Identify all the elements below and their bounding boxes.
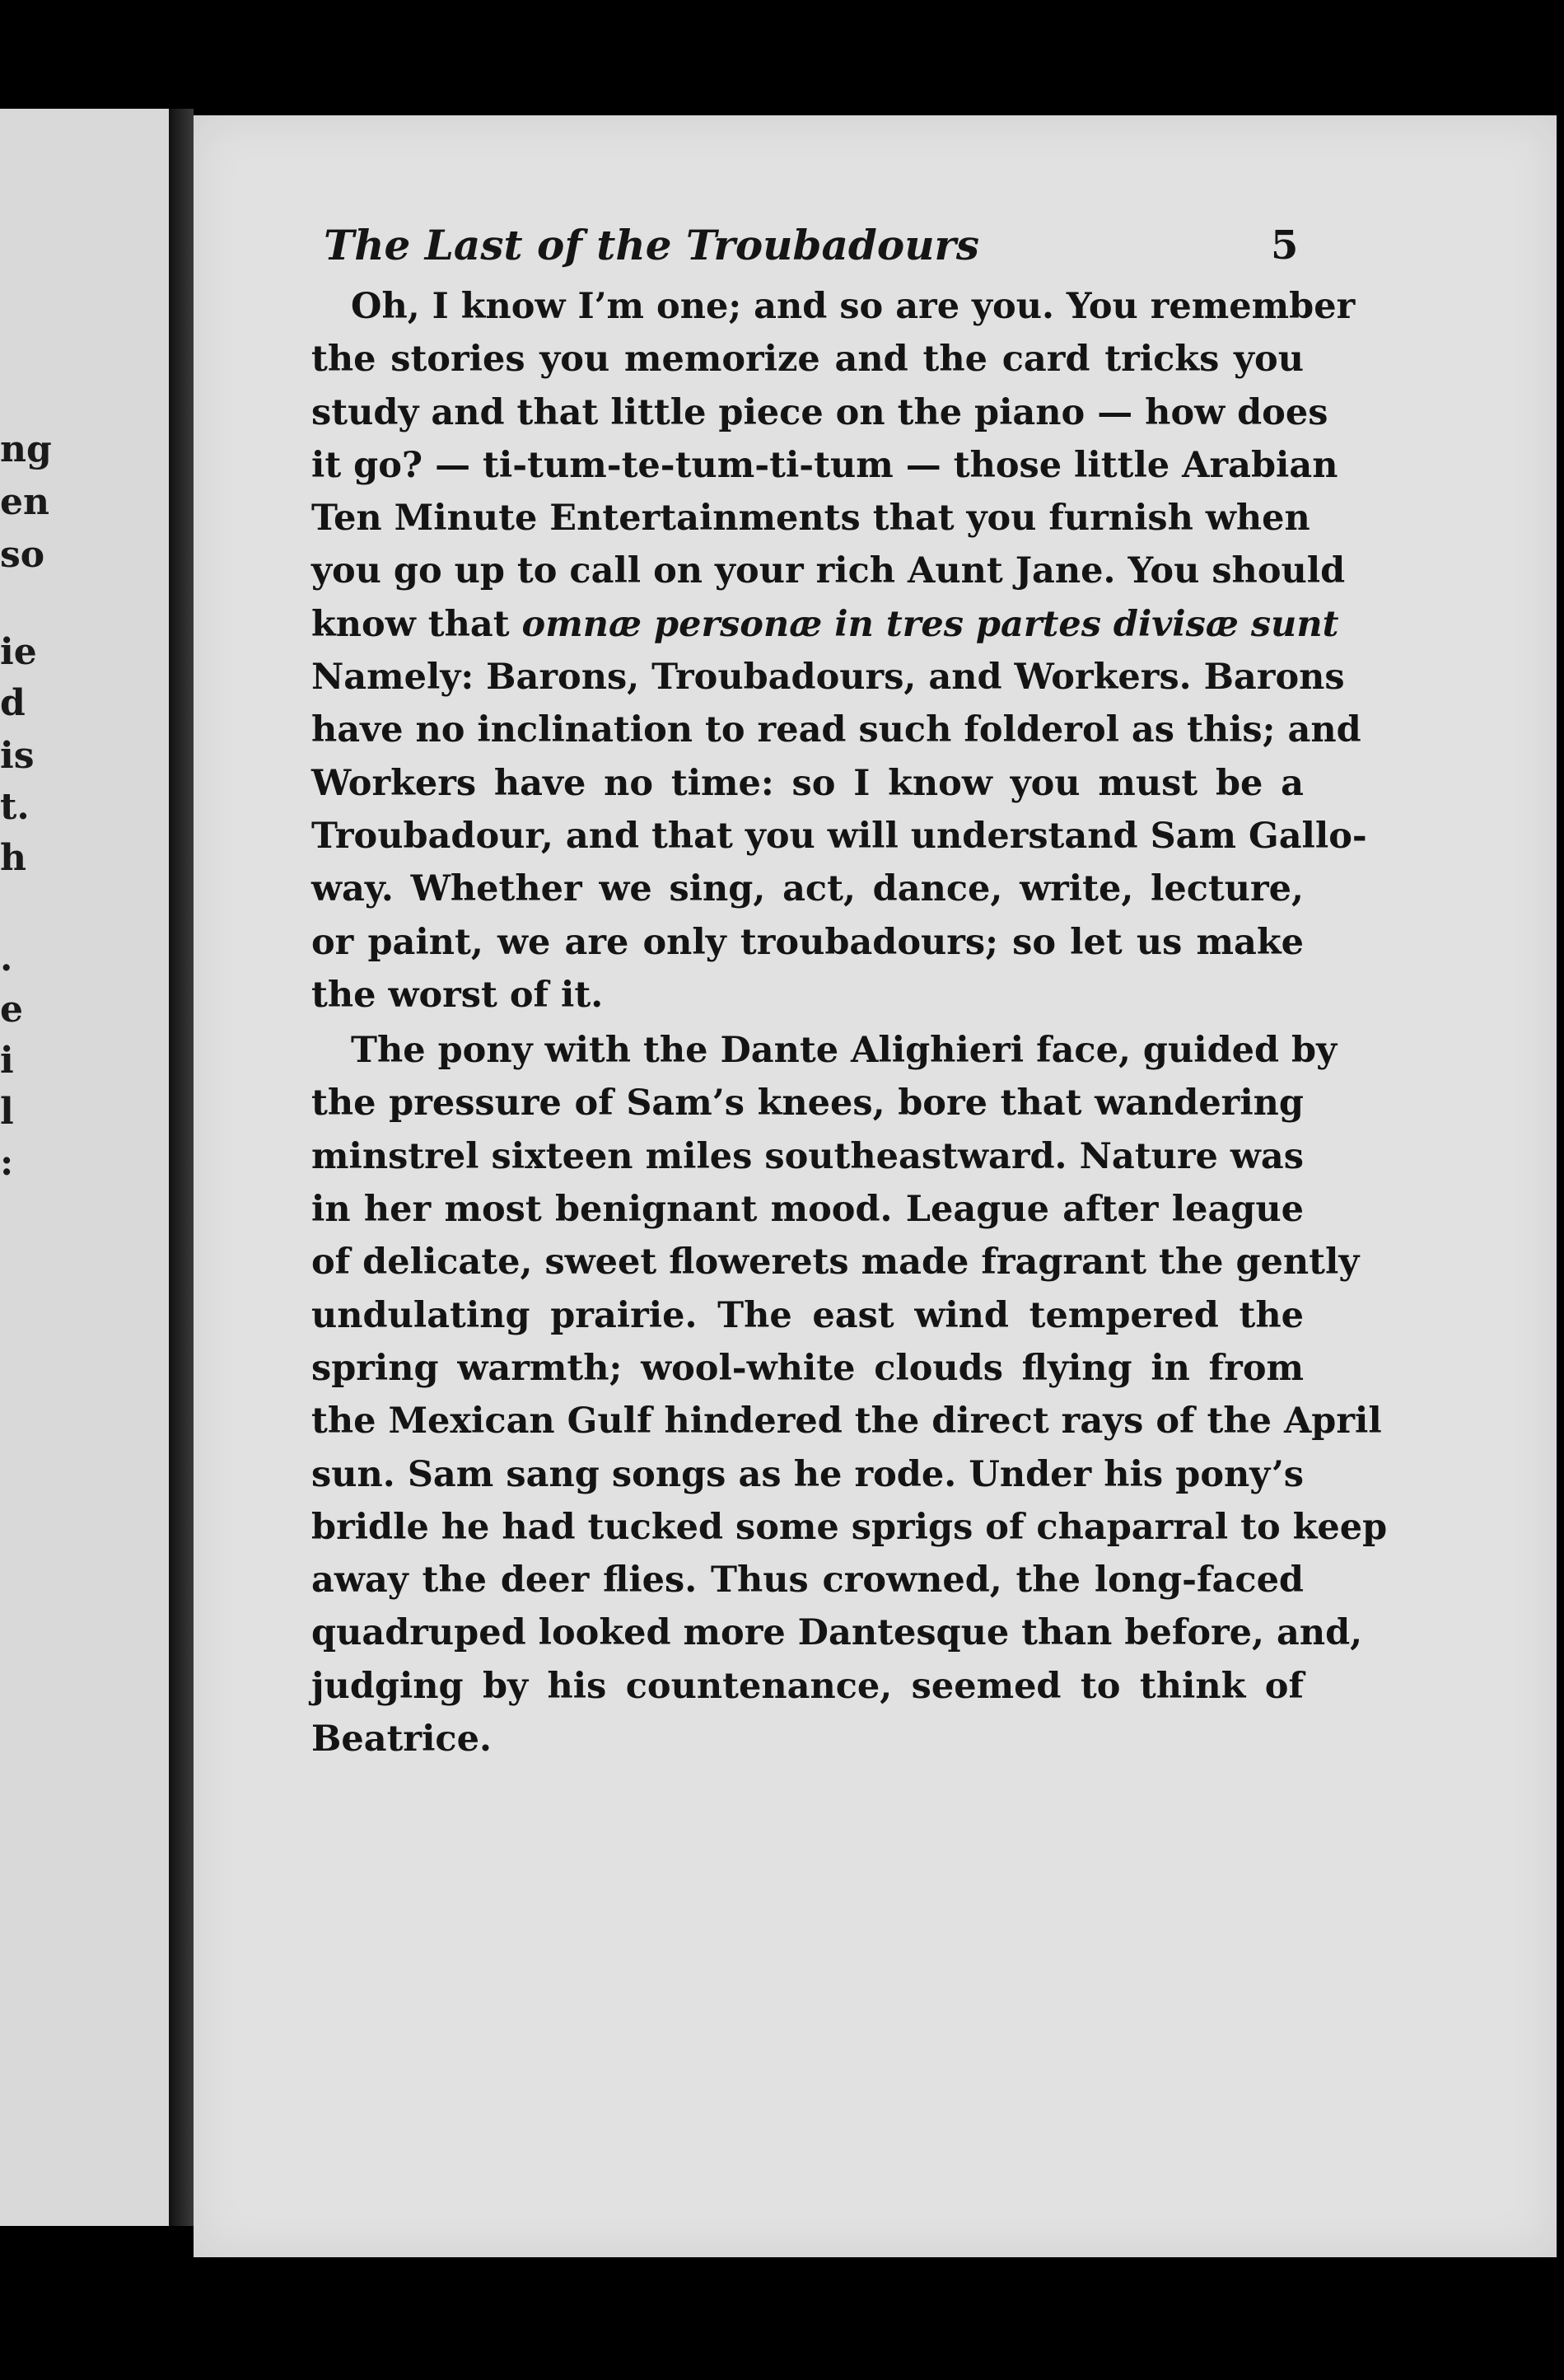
previous-page-fragment: h — [0, 837, 26, 879]
previous-page-fragment: d — [0, 682, 26, 724]
text-line: away the deer flies. Thus crowned, the long-faced — [311, 1559, 1304, 1601]
previous-page-fragment: ng — [0, 428, 52, 470]
previous-page-fragment: ie — [0, 631, 37, 673]
text-line: the Mexican Gulf hindered the direct rays of the April — [311, 1400, 1382, 1442]
running-title: The Last of the Troubadours — [324, 221, 980, 269]
text-line: Troubadour, and that you will understand Sam Gallo- — [311, 815, 1367, 857]
text-line: of delicate, sweet flowerets made fragrant the gently — [311, 1241, 1360, 1284]
latin-phrase: omnæ personæ in tres partes divisæ sunt — [521, 603, 1339, 645]
text-line: Workers have no time: so I know you must be a — [311, 762, 1304, 804]
text-line: sun. Sam sang songs as he rode. Under his pony’s — [311, 1453, 1304, 1495]
previous-page-fragment: . — [0, 938, 13, 980]
text-line: you go up to call on your rich Aunt Jane. You should — [311, 550, 1346, 592]
body-text — [311, 280, 1388, 1765]
previous-page-fragment: : — [0, 1142, 14, 1184]
previous-page-fragment: i — [0, 1040, 14, 1082]
book-gutter — [169, 109, 194, 2226]
previous-page-fragment: en — [0, 481, 49, 523]
text-line: or paint, we are only troubadours; so let us make — [311, 921, 1304, 963]
text-line: Namely: Barons, Troubadours, and Workers. Barons — [311, 657, 1345, 699]
text-run: know that — [311, 603, 522, 645]
text-line: undulating prairie. The east wind tempered the — [311, 1294, 1304, 1336]
text-line: have no inclination to read such folderol as this; and — [311, 709, 1361, 751]
previous-page-fragment: is — [0, 735, 35, 777]
text-line: minstrel sixteen miles southeastward. Nature was — [311, 1135, 1304, 1177]
text-line: Ten Minute Entertainments that you furnish when — [311, 498, 1310, 540]
text-line: the pressure of Sam’s knees, bore that wandering — [311, 1082, 1304, 1125]
previous-page-fragment: t. — [0, 786, 30, 828]
text-line: the stories you memorize and the card tricks you — [311, 339, 1304, 381]
text-line: Oh, I know I’m one; and so are you. You remember — [351, 286, 1356, 327]
paragraph — [311, 280, 1367, 1022]
text-line: quadruped looked more Dantesque than before, and, — [311, 1612, 1363, 1654]
text-line: Beatrice. — [311, 1718, 492, 1760]
previous-page-fragment: e — [0, 989, 23, 1031]
text-line: in her most benignant mood. League after league — [311, 1189, 1304, 1231]
text-line: way. Whether we sing, act, dance, write, lecture, — [311, 868, 1304, 910]
previous-page-fragment: so — [0, 534, 45, 576]
page-number: 5 — [1271, 222, 1299, 269]
text-line: it go? — ti-tum-te-tum-ti-tum — those little Arabian — [311, 444, 1338, 486]
previous-page-edge — [0, 109, 169, 2226]
running-head — [324, 221, 1312, 278]
text-line: study and that little piece on the piano — how does — [311, 391, 1328, 433]
text-line: the worst of it. — [311, 974, 604, 1016]
text-line: spring warmth; wool-white clouds flying in from — [311, 1347, 1304, 1389]
text-line — [311, 598, 1339, 651]
paragraph — [311, 1024, 1388, 1765]
previous-page-fragment: l — [0, 1091, 14, 1133]
text-line: The pony with the Dante Alighieri face, guided by — [351, 1030, 1338, 1072]
text-line: bridle he had tucked some sprigs of chaparral to keep — [311, 1506, 1388, 1548]
text-line: judging by his countenance, seemed to think of — [311, 1665, 1304, 1707]
